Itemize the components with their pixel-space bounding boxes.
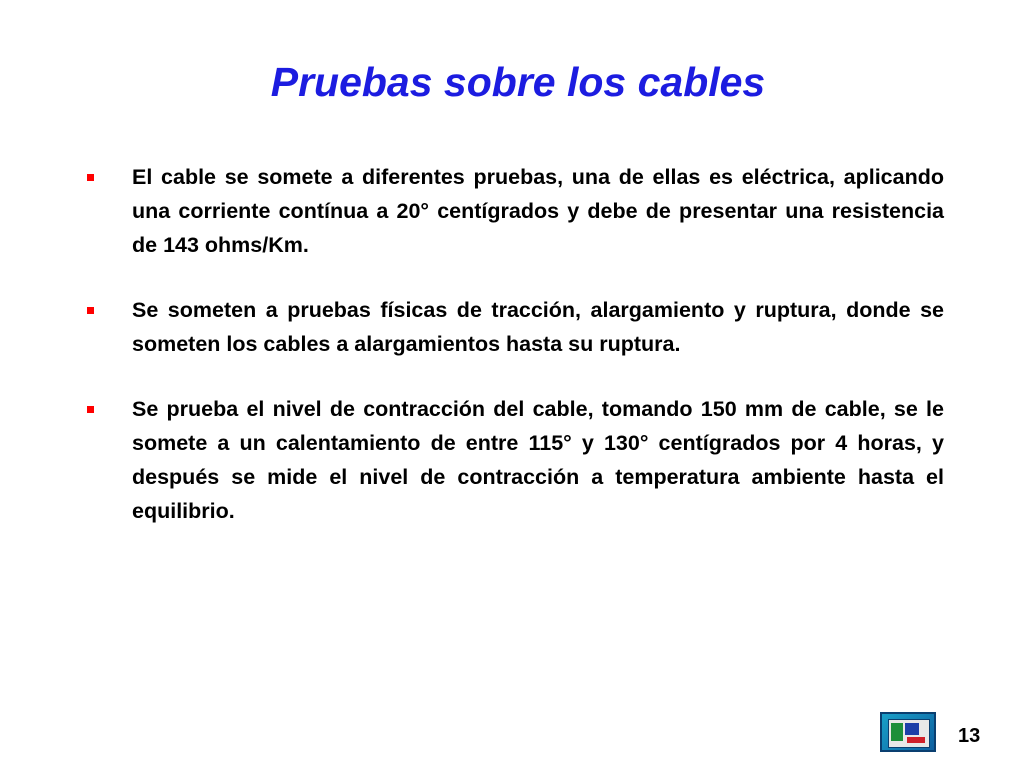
red-square-bullet-icon [82, 293, 132, 327]
bullet-list [82, 160, 944, 559]
bullet-item [82, 160, 944, 262]
red-square-bullet-icon [82, 160, 132, 194]
bullet-item [82, 392, 944, 528]
red-square-bullet-icon [82, 392, 132, 426]
bullet-item [82, 293, 944, 361]
page-number: 13 [958, 725, 981, 747]
slide-title: Pruebas sobre los cables [270, 59, 766, 105]
organization-logo-icon [880, 712, 936, 752]
bullet-text: Se someten a pruebas físicas de tracción, alargamiento y ruptura, donde se someten los cables a alargamientos hasta su ruptura. [132, 298, 944, 356]
bullet-text: Se prueba el nivel de contracción del cable, tomando 150 mm de cable, se le somete a un calentamiento de entre 115° y 130° centígrados por 4 horas, y después se mide el nivel de contracción a temperatura ambiente hasta el equilibrio. [132, 397, 944, 523]
bullet-text: El cable se somete a diferentes pruebas, una de ellas es eléctrica, aplicando una corriente contínua a 20° centígrados y debe de presentar una resistencia de 143 ohms/Km. [132, 165, 944, 257]
